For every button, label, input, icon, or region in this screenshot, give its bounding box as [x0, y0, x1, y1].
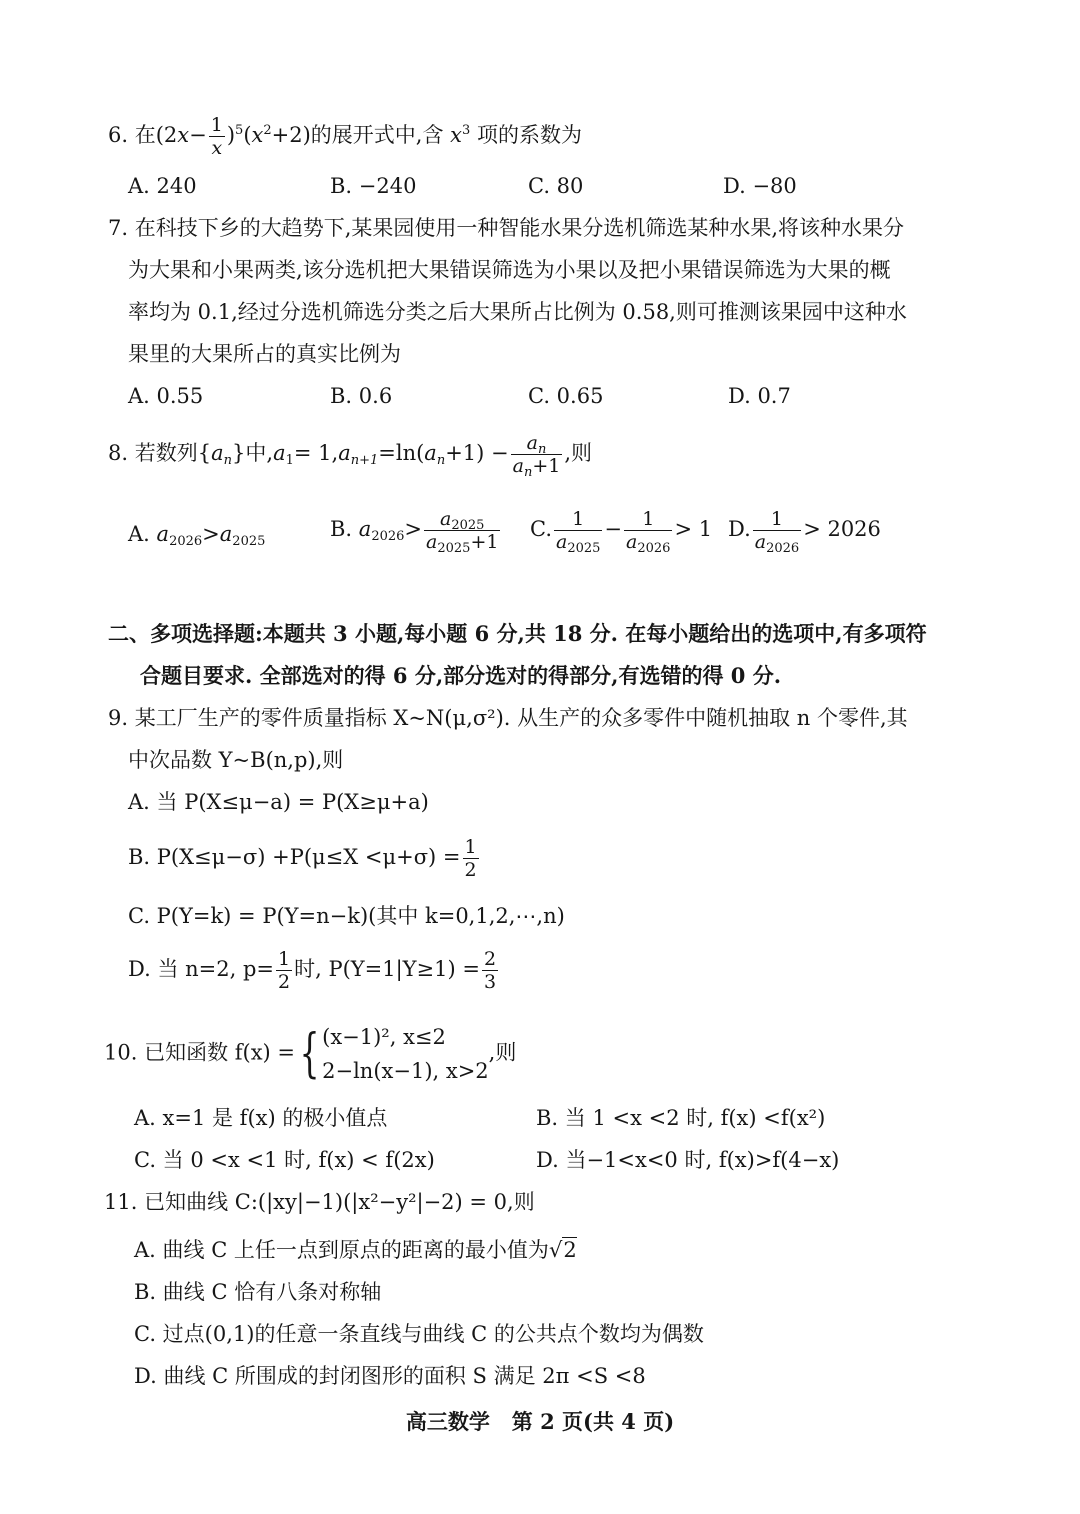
q8-number: 8. [108, 441, 129, 465]
q9-opt-b-num: 1 [464, 836, 477, 858]
q8-frac-a: a [526, 432, 538, 454]
q6-option-a: A. 240 [128, 174, 197, 198]
q8-stem-b: }中, [232, 441, 274, 465]
q6-option-b: B. −240 [330, 174, 417, 198]
q6-x3: x [450, 123, 463, 147]
q8-plus1: +1) − [445, 441, 509, 465]
q6-frac-num: 1 [210, 114, 223, 136]
q8-opt-c-minus: − [604, 517, 623, 541]
q11-opt-a-text: A. 曲线 C 上任一点到原点的距离的最小值为 [134, 1238, 549, 1262]
q8-option-b [330, 508, 502, 556]
q8-sub-1: 1 [285, 453, 294, 468]
q8-opt-a-2025: 2025 [232, 534, 266, 549]
q10-tail: ,则 [488, 1040, 517, 1065]
q8-opt-c-den1-2025: 2025 [567, 541, 601, 556]
q8-np1: n+1 [350, 453, 379, 468]
q8-opt-a-gt: > [202, 522, 220, 546]
q6-number: 6. [108, 123, 129, 147]
q8-a1: a [273, 441, 286, 465]
q8-opt-c-num1: 1 [554, 508, 602, 531]
q8-an1: a [338, 441, 351, 465]
q8-opt-c-frac1 [554, 508, 602, 556]
section2-line-2: 合题目要求. 全部选对的得 6 分,部分选对的得部分,有选错的得 0 分. [140, 663, 782, 688]
q8-frac-n2: n [523, 465, 533, 480]
q7-option-d: D. 0.7 [728, 384, 791, 408]
q10-option-c: C. 当 0 <x <1 时, f(x) < f(2x) [134, 1148, 435, 1172]
q9-opt-d-text-a: D. 当 n=2, p= [128, 957, 274, 981]
q8-eq2: =ln( [378, 441, 425, 465]
q11-option-b: B. 曲线 C 恰有八条对称轴 [134, 1280, 382, 1304]
q6-minus: − [189, 123, 207, 147]
q11-option-c: C. 过点(0,1)的任意一条直线与曲线 C 的公共点个数均为偶数 [134, 1322, 704, 1346]
q8-opt-b-den-2025: 2025 [437, 541, 471, 556]
q6-stem-a: 在(2 [134, 123, 178, 147]
q8-an: a [424, 441, 437, 465]
q9-option-a: A. 当 P(X≤μ−a) = P(X≥μ+a) [128, 790, 429, 814]
q8-opt-b-plus1: +1 [470, 531, 499, 553]
q8-opt-c-den2-a: a [626, 531, 638, 553]
q8-opt-b-label: B. [330, 517, 353, 541]
q9-opt-d-frac2 [482, 948, 498, 993]
q8-opt-b-num-a: a [440, 508, 452, 530]
q6-x2: x [251, 123, 264, 147]
q8-option-d [728, 508, 881, 556]
q8-opt-d-num: 1 [753, 508, 801, 531]
q8-opt-b-den-a: a [426, 531, 438, 553]
q6-fraction [209, 114, 225, 159]
q9-opt-d-num1: 1 [278, 948, 291, 970]
q8-opt-b-gt: > [404, 517, 423, 541]
q8-stem-c: ,则 [564, 441, 593, 465]
q8-opt-c-num2: 1 [624, 508, 672, 531]
q6-pow3: 3 [462, 123, 471, 138]
q9-opt-d-text-b: 时, P(Y=1|Y≥1) = [294, 957, 480, 981]
q7-option-c: C. 0.65 [528, 384, 604, 408]
q6-option-d: D. −80 [723, 174, 797, 198]
q8-opt-d-frac [753, 508, 801, 556]
q8-stem [108, 432, 593, 480]
q10-cases [322, 1020, 489, 1088]
q9-opt-b-den: 2 [464, 859, 477, 881]
q6-stem: 6. 在(2x− $\frac{1}{x}$ )$^5(x^2+2)$的展开式中,含 $x^3$ 项的系数为 [108, 114, 582, 159]
q9-opt-d-den1: 2 [278, 971, 291, 993]
q7-line-3: 率均为 0.1,经过分选机筛选分类之后大果所占比例为 0.58,则可推测该果园中这种水 [128, 300, 907, 324]
q11-option-a: A. 曲线 C 上任一点到原点的距离的最小值为√2 [134, 1238, 577, 1262]
q11-stem: 11. 已知曲线 C:(|xy|−1)(|x²−y²|−2) = 0,则 [104, 1190, 535, 1214]
q6-x: x [177, 123, 190, 147]
q6-stem-c: +2)的展开式中,含 [271, 123, 444, 147]
q8-fraction [511, 432, 563, 480]
q11-option-d: D. 曲线 C 所围成的封闭图形的面积 S 满足 2π <S <8 [134, 1364, 646, 1388]
q8-opt-d-den-a: a [754, 531, 767, 553]
page-footer: 高三数学 第 2 页(共 4 页) [405, 1409, 675, 1434]
q9-option-d [128, 948, 500, 993]
q9-opt-d-num2: 2 [483, 948, 497, 970]
q7-option-a: A. 0.55 [128, 384, 204, 408]
q6-pow5: 5 [235, 123, 244, 138]
q9-opt-b-text: B. P(X≤μ−σ) +P(μ≤X <μ+σ) = [128, 845, 461, 869]
q6-frac-den: x [211, 137, 223, 159]
q8-opt-d-gt2026: > 2026 [803, 517, 881, 541]
q8-opt-c-gt1: > 1 [674, 517, 713, 541]
q8-opt-b-2026: 2026 [371, 529, 405, 544]
q10-stem-text: 10. 已知函数 f(x) = [104, 1040, 296, 1065]
q8-opt-b-a: a [358, 517, 372, 541]
q10-brace: { [299, 1024, 320, 1084]
q6-pow2: 2 [263, 123, 272, 138]
q9-line-2: 中次品数 Y~B(n,p),则 [128, 748, 344, 772]
q9-opt-b-frac [463, 836, 479, 881]
q8-opt-c-frac2 [624, 508, 672, 556]
q6-stem-d: 项的系数为 [476, 123, 582, 147]
q8-opt-b-frac [424, 508, 500, 556]
q10-stem [104, 1020, 516, 1088]
q9-line-1: 9. 某工厂生产的零件质量指标 X~N(μ,σ²). 从生产的众多零件中随机抽取 n 个零件,其 [108, 706, 908, 730]
q8-eq1: = 1, [293, 441, 339, 465]
q10-case-2: 2−ln(x−1), x>2 [322, 1059, 489, 1083]
q9-opt-d-den2: 3 [483, 971, 497, 993]
q8-a: a [211, 441, 224, 465]
q9-opt-d-frac1 [276, 948, 292, 993]
q8-opt-c-label: C. [530, 517, 552, 541]
q7-option-b: B. 0.6 [330, 384, 393, 408]
q8-opt-d-den-2026: 2026 [766, 541, 800, 556]
q8-n2: n [436, 453, 446, 468]
q8-opt-c-den2-2026: 2026 [637, 541, 671, 556]
q8-option-a [128, 520, 265, 548]
q8-option-c [530, 508, 713, 556]
q9-option-c: C. P(Y=k) = P(Y=n−k)(其中 k=0,1,2,⋯,n) [128, 904, 565, 928]
q6-stem-b: ( [243, 123, 252, 147]
q9-option-b [128, 836, 481, 881]
q6-option-c: C. 80 [528, 174, 584, 198]
q8-opt-a-2026: 2026 [169, 534, 203, 549]
q10-option-a: A. x=1 是 f(x) 的极小值点 [134, 1106, 388, 1130]
q10-option-d: D. 当−1<x<0 时, f(x)>f(4−x) [536, 1148, 840, 1172]
q8-n: n [223, 453, 233, 468]
q8-opt-a-a: a [156, 522, 170, 546]
q8-opt-c-den1-a: a [556, 531, 568, 553]
q11-opt-a-sqrt: 2 [563, 1238, 577, 1262]
q10-case-1: (x−1)², x≤2 [322, 1025, 446, 1049]
section2-line-1: 二、多项选择题:本题共 3 小题,每小题 6 分,共 18 分. 在每小题给出的选项中,有多项符 [108, 621, 927, 646]
q8-frac-a2: a [512, 455, 524, 477]
q8-frac-n: n [537, 442, 547, 457]
q7-line-2: 为大果和小果两类,该分选机把大果错误筛选为小果以及把小果错误筛选为大果的概 [128, 258, 891, 282]
q8-plus1b: +1 [532, 455, 561, 477]
q8-opt-a-a2: a [219, 522, 233, 546]
q8-opt-b-num-2025: 2025 [451, 518, 485, 533]
q8-opt-a-label: A. [128, 522, 150, 546]
q8-opt-d-label: D. [728, 517, 751, 541]
q8-stem-a: 若数列{ [134, 441, 212, 465]
q7-line-1: 7. 在科技下乡的大趋势下,某果园使用一种智能水果分选机筛选某种水果,将该种水果分 [108, 216, 905, 240]
q7-line-4: 果里的大果所占的真实比例为 [128, 342, 401, 366]
q10-option-b: B. 当 1 <x <2 时, f(x) <f(x²) [536, 1106, 826, 1130]
